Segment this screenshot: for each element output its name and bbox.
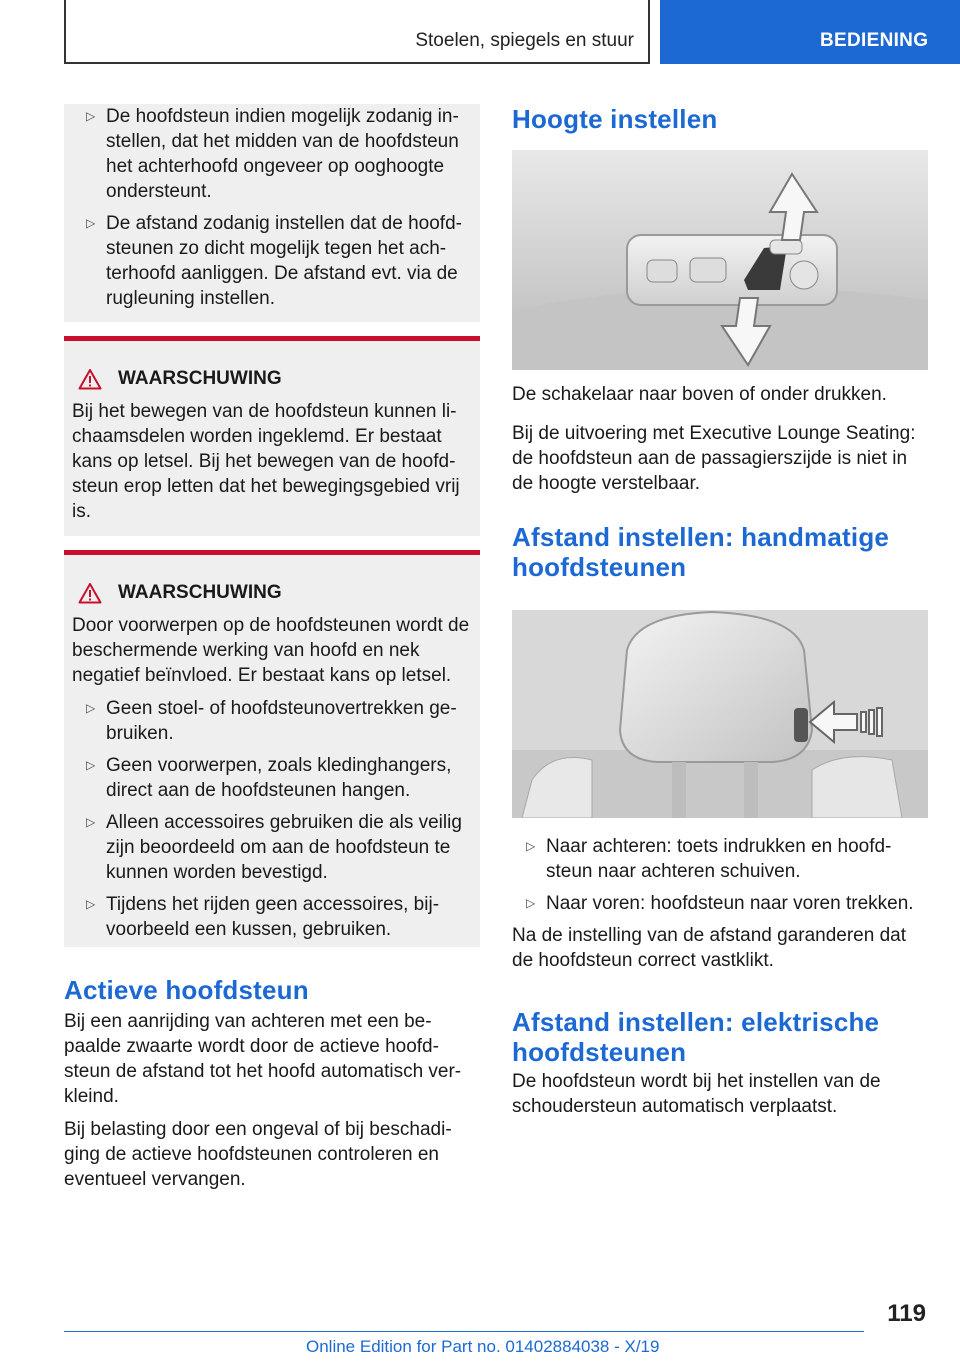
warning-triangle-icon: [78, 368, 102, 390]
warning-title: WAARSCHUWING: [118, 582, 282, 603]
right-column: [512, 104, 928, 1119]
warning-text: Bij het bewegen van de hoofdsteun kunnen li-chaamsdelen worden ingeklemd. Er bestaat kans op letsel. Bij het bewegen van de hoofd-steun erop letten dat het bewegingsgebied vrij is.: [72, 401, 460, 522]
triangle-bullet-icon: ▷: [86, 216, 96, 230]
paragraph: Bij een aanrijding van achteren met een be-paalde zwaarte wordt door de actieve hoofd-steun de afstand tot het hoofd automatisch ver-kleind.: [64, 1011, 462, 1107]
triangle-bullet-icon: ▷: [526, 839, 536, 853]
warning-box: [64, 336, 480, 536]
list-item: ▷ Naar voren: hoofdsteun naar voren trekken.: [526, 893, 914, 914]
warning-triangle-icon: [78, 582, 102, 604]
warning-title: WAARSCHUWING: [118, 368, 282, 389]
list-item: ▷ Geen stoel- of hoofdsteunovertrekken ge-bruiken.: [86, 698, 457, 744]
seat-switch-image: [512, 150, 928, 370]
triangle-bullet-icon: ▷: [526, 896, 536, 910]
list-item: ▷ De hoofdsteun indien mogelijk zodanig in-stellen, dat het midden van de hoofdsteun het achterhoofd ongeveer op ooghoogte ondersteunt.: [86, 106, 459, 202]
paragraph: De schakelaar naar boven of onder drukken.: [512, 384, 887, 405]
warning-list: [72, 696, 472, 942]
left-column: [64, 104, 480, 1192]
warning-header: [72, 361, 472, 397]
triangle-bullet-icon: ▷: [86, 701, 96, 715]
headrest-image: [512, 610, 928, 818]
chapter-tab[interactable]: [660, 0, 960, 64]
page-number: 119: [887, 1300, 926, 1327]
triangle-bullet-icon: ▷: [86, 109, 96, 123]
chapter-tab-label: BEDIENING: [820, 30, 929, 51]
paragraph: Bij de uitvoering met Executive Lounge Seating: de hoofdsteun aan de passagierszijde is niet in de hoogte verstelbaar.: [512, 423, 916, 494]
warning-header: [72, 575, 472, 611]
triangle-bullet-icon: ▷: [86, 758, 96, 772]
triangle-bullet-icon: ▷: [86, 815, 96, 829]
paragraph: Bij belasting door een ongeval of bij beschadi-ging de actieve hoofdsteunen controleren en eventueel vervangen.: [64, 1119, 452, 1190]
list-item: ▷ Naar achteren: toets indrukken en hoofd-steun naar achteren schuiven.: [526, 836, 892, 882]
section-heading-manual-distance: Afstand instellen: handmatige hoofdsteunen: [512, 522, 890, 582]
manual-adjust-list: [512, 834, 928, 916]
list-item: ▷ Tijdens het rijden geen accessoires, bij-voorbeeld een kussen, gebruiken.: [86, 894, 440, 940]
list-item: ▷ Geen voorwerpen, zoals kledinghangers, direct aan de hoofdsteunen hangen.: [86, 755, 452, 801]
instruction-list: [72, 104, 472, 311]
paragraph: Na de instelling van de afstand garanderen dat de hoofdsteun correct vastklikt.: [512, 925, 906, 971]
section-title: Stoelen, spiegels en stuur: [415, 30, 634, 51]
section-heading-active-headrest: Actieve hoofdsteun: [64, 975, 309, 1005]
header-frame: [64, 0, 650, 64]
warning-text: Door voorwerpen op de hoofdsteunen wordt de beschermende werking van hoofd en nek negatief beïnvloed. Er bestaat kans op letsel.: [72, 615, 470, 686]
warning-box-objects: [64, 550, 480, 947]
footer-divider: [64, 1331, 864, 1332]
section-heading-height: Hoogte instellen: [512, 104, 718, 134]
section-heading-electric-distance: Afstand instellen: elektrische hoofdsteunen: [512, 1007, 880, 1067]
list-item: ▷ De afstand zodanig instellen dat de hoofd-steunen zo dicht mogelijk tegen het ach-terhoofd aanliggen. De afstand evt. via de rugleuning instellen.: [86, 213, 462, 309]
footer-edition: Online Edition for Part no. 01402884038 - X/19: [306, 1337, 660, 1356]
paragraph: De hoofdsteun wordt bij het instellen van de schoudersteun automatisch verplaatst.: [512, 1071, 881, 1117]
list-item: ▷ Alleen accessoires gebruiken die als veilig zijn beoordeeld om aan de hoofdsteun te kunnen worden bevestigd.: [86, 812, 462, 883]
instruction-box: [64, 104, 480, 322]
triangle-bullet-icon: ▷: [86, 897, 96, 911]
